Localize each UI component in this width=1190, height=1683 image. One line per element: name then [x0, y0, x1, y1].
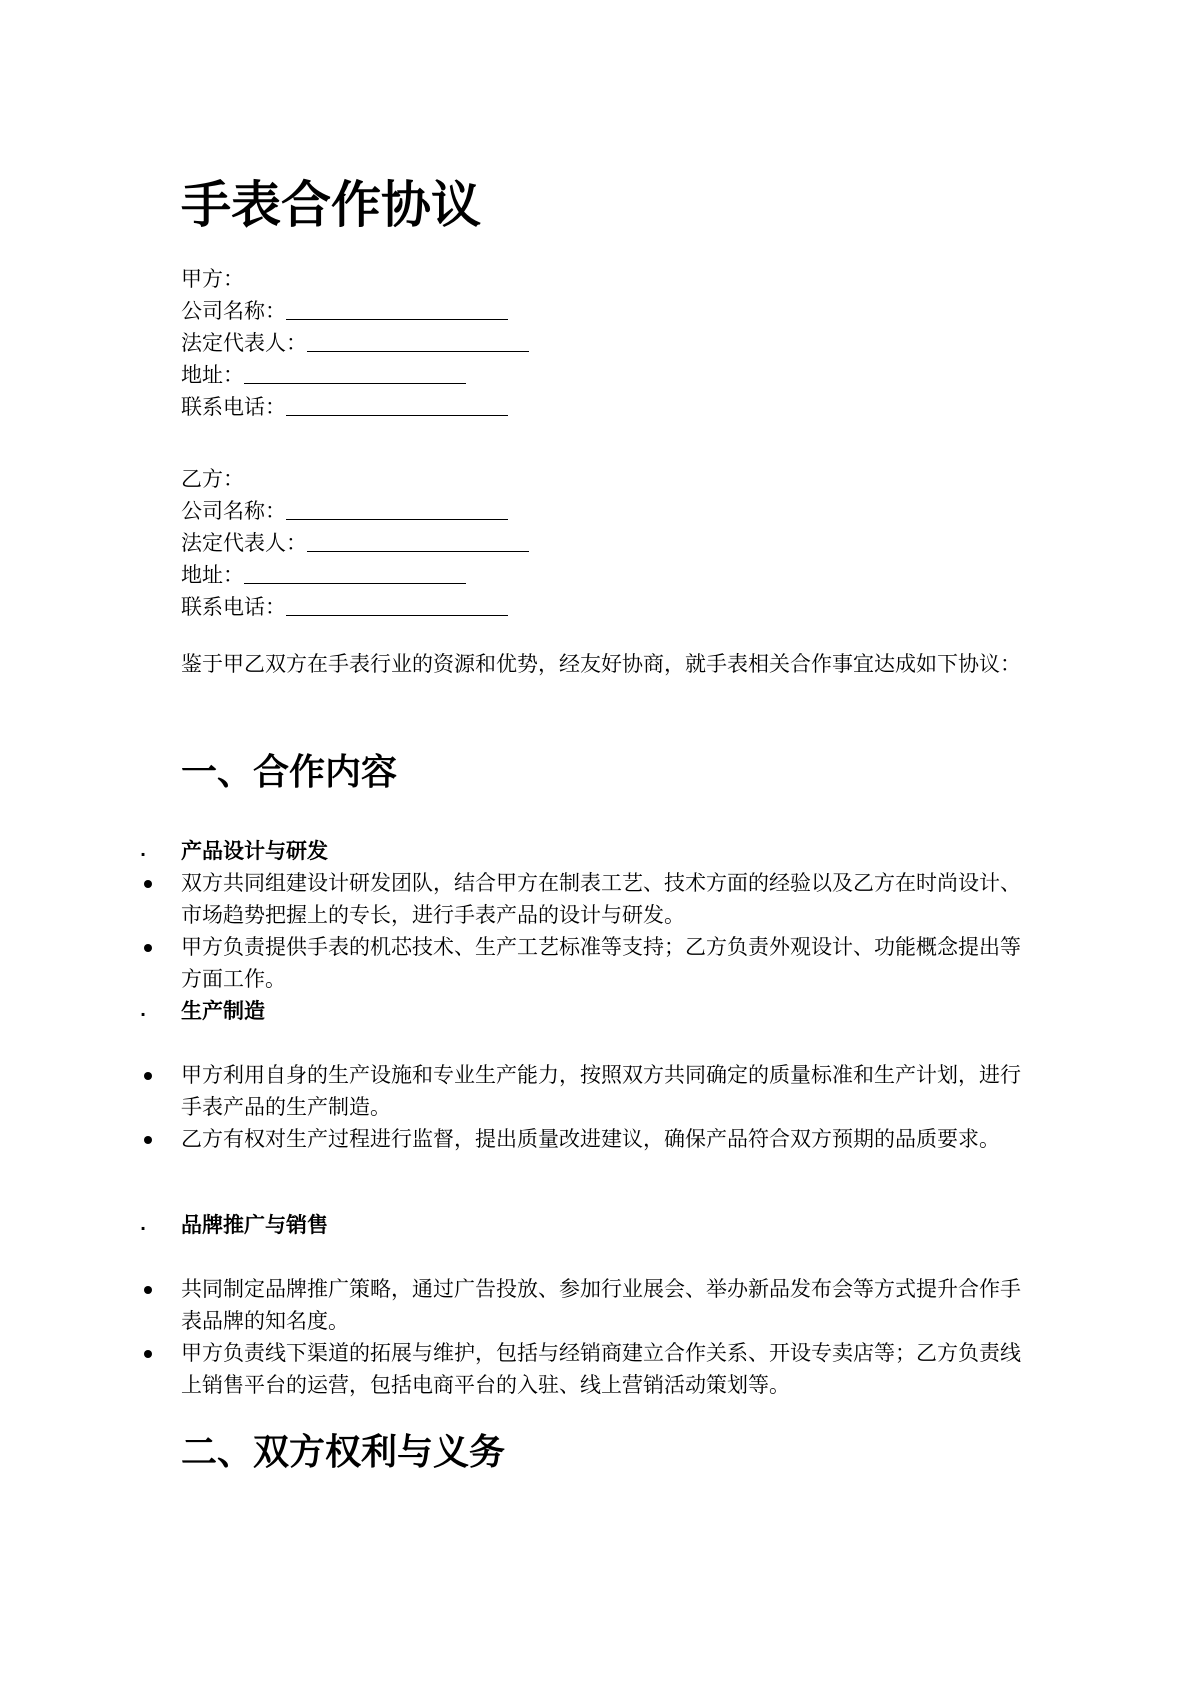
document-title: 手表合作协议 — [181, 176, 481, 234]
sub-2-list — [181, 1059, 1026, 1155]
party-b-company-label: 公司名称： — [181, 499, 286, 523]
bullet-icon — [144, 1286, 152, 1294]
party-a-address-row — [181, 359, 529, 391]
party-a-phone-row — [181, 391, 529, 423]
party-b-phone-field[interactable] — [286, 591, 508, 616]
list-item-text: 甲方利用自身的生产设施和专业生产能力，按照双方共同确定的质量标准和生产计划，进行手表产品的生产制造。 — [181, 1063, 1021, 1119]
party-a-heading: 甲方： — [181, 267, 244, 291]
party-b-address-label: 地址： — [181, 563, 244, 587]
sub-3-marker: . — [140, 1215, 147, 1234]
sub-2-title: 生产制造 — [181, 999, 265, 1023]
party-b-company-row — [181, 495, 529, 527]
list-item — [181, 1273, 1026, 1337]
bullet-icon — [144, 880, 152, 888]
party-b-legal-rep-field[interactable] — [307, 527, 529, 552]
party-a-legal-rep-field[interactable] — [307, 327, 529, 352]
sub-1-title: 产品设计与研发 — [181, 839, 328, 863]
list-item-text: 双方共同组建设计研发团队，结合甲方在制表工艺、技术方面的经验以及乙方在时尚设计、市场趋势把握上的专长，进行手表产品的设计与研发。 — [181, 871, 1021, 927]
party-a-legal-rep-row — [181, 327, 529, 359]
sub-3-list — [181, 1273, 1026, 1401]
party-b-company-field[interactable] — [286, 495, 508, 520]
list-item — [181, 1059, 1026, 1123]
list-item — [181, 1337, 1026, 1401]
list-item-text: 乙方有权对生产过程进行监督，提出质量改进建议，确保产品符合双方预期的品质要求。 — [181, 1127, 1000, 1151]
list-item-text: 甲方负责线下渠道的拓展与维护，包括与经销商建立合作关系、开设专卖店等；乙方负责线上销售平台的运营，包括电商平台的入驻、线上营销活动策划等。 — [181, 1341, 1021, 1397]
list-item — [181, 867, 1026, 931]
section-2-heading: 二、双方权利与义务 — [181, 1432, 506, 1473]
party-a-address-field[interactable] — [244, 359, 466, 384]
party-a-legal-rep-label: 法定代表人： — [181, 331, 307, 355]
sub-3-title: 品牌推广与销售 — [181, 1213, 328, 1237]
sub-1-list — [181, 867, 1026, 995]
party-b-legal-rep-label: 法定代表人： — [181, 531, 307, 555]
list-item-text: 甲方负责提供手表的机芯技术、生产工艺标准等支持；乙方负责外观设计、功能概念提出等方面工作。 — [181, 935, 1021, 991]
party-a-block — [181, 263, 529, 423]
party-b-phone-label: 联系电话： — [181, 595, 286, 619]
list-item — [181, 931, 1026, 995]
party-b-address-field[interactable] — [244, 559, 466, 584]
list-item-text: 共同制定品牌推广策略，通过广告投放、参加行业展会、举办新品发布会等方式提升合作手表品牌的知名度。 — [181, 1277, 1021, 1333]
party-a-phone-field[interactable] — [286, 391, 508, 416]
bullet-icon — [144, 944, 152, 952]
party-a-address-label: 地址： — [181, 363, 244, 387]
section-1-heading: 一、合作内容 — [181, 752, 398, 793]
bullet-icon — [144, 1350, 152, 1358]
party-b-phone-row — [181, 591, 529, 623]
party-a-phone-label: 联系电话： — [181, 395, 286, 419]
party-a-company-label: 公司名称： — [181, 299, 286, 323]
sub-2-marker: . — [140, 1001, 147, 1020]
list-item — [181, 1123, 1026, 1155]
bullet-icon — [144, 1136, 152, 1144]
party-b-legal-rep-row — [181, 527, 529, 559]
party-b-address-row — [181, 559, 529, 591]
party-b-block — [181, 463, 529, 623]
party-a-company-row — [181, 295, 529, 327]
party-a-company-field[interactable] — [286, 295, 508, 320]
party-b-heading: 乙方： — [181, 467, 244, 491]
bullet-icon — [144, 1072, 152, 1080]
intro-paragraph: 鉴于甲乙双方在手表行业的资源和优势，经友好协商，就手表相关合作事宜达成如下协议： — [181, 652, 1021, 676]
sub-1-marker: . — [140, 841, 147, 860]
